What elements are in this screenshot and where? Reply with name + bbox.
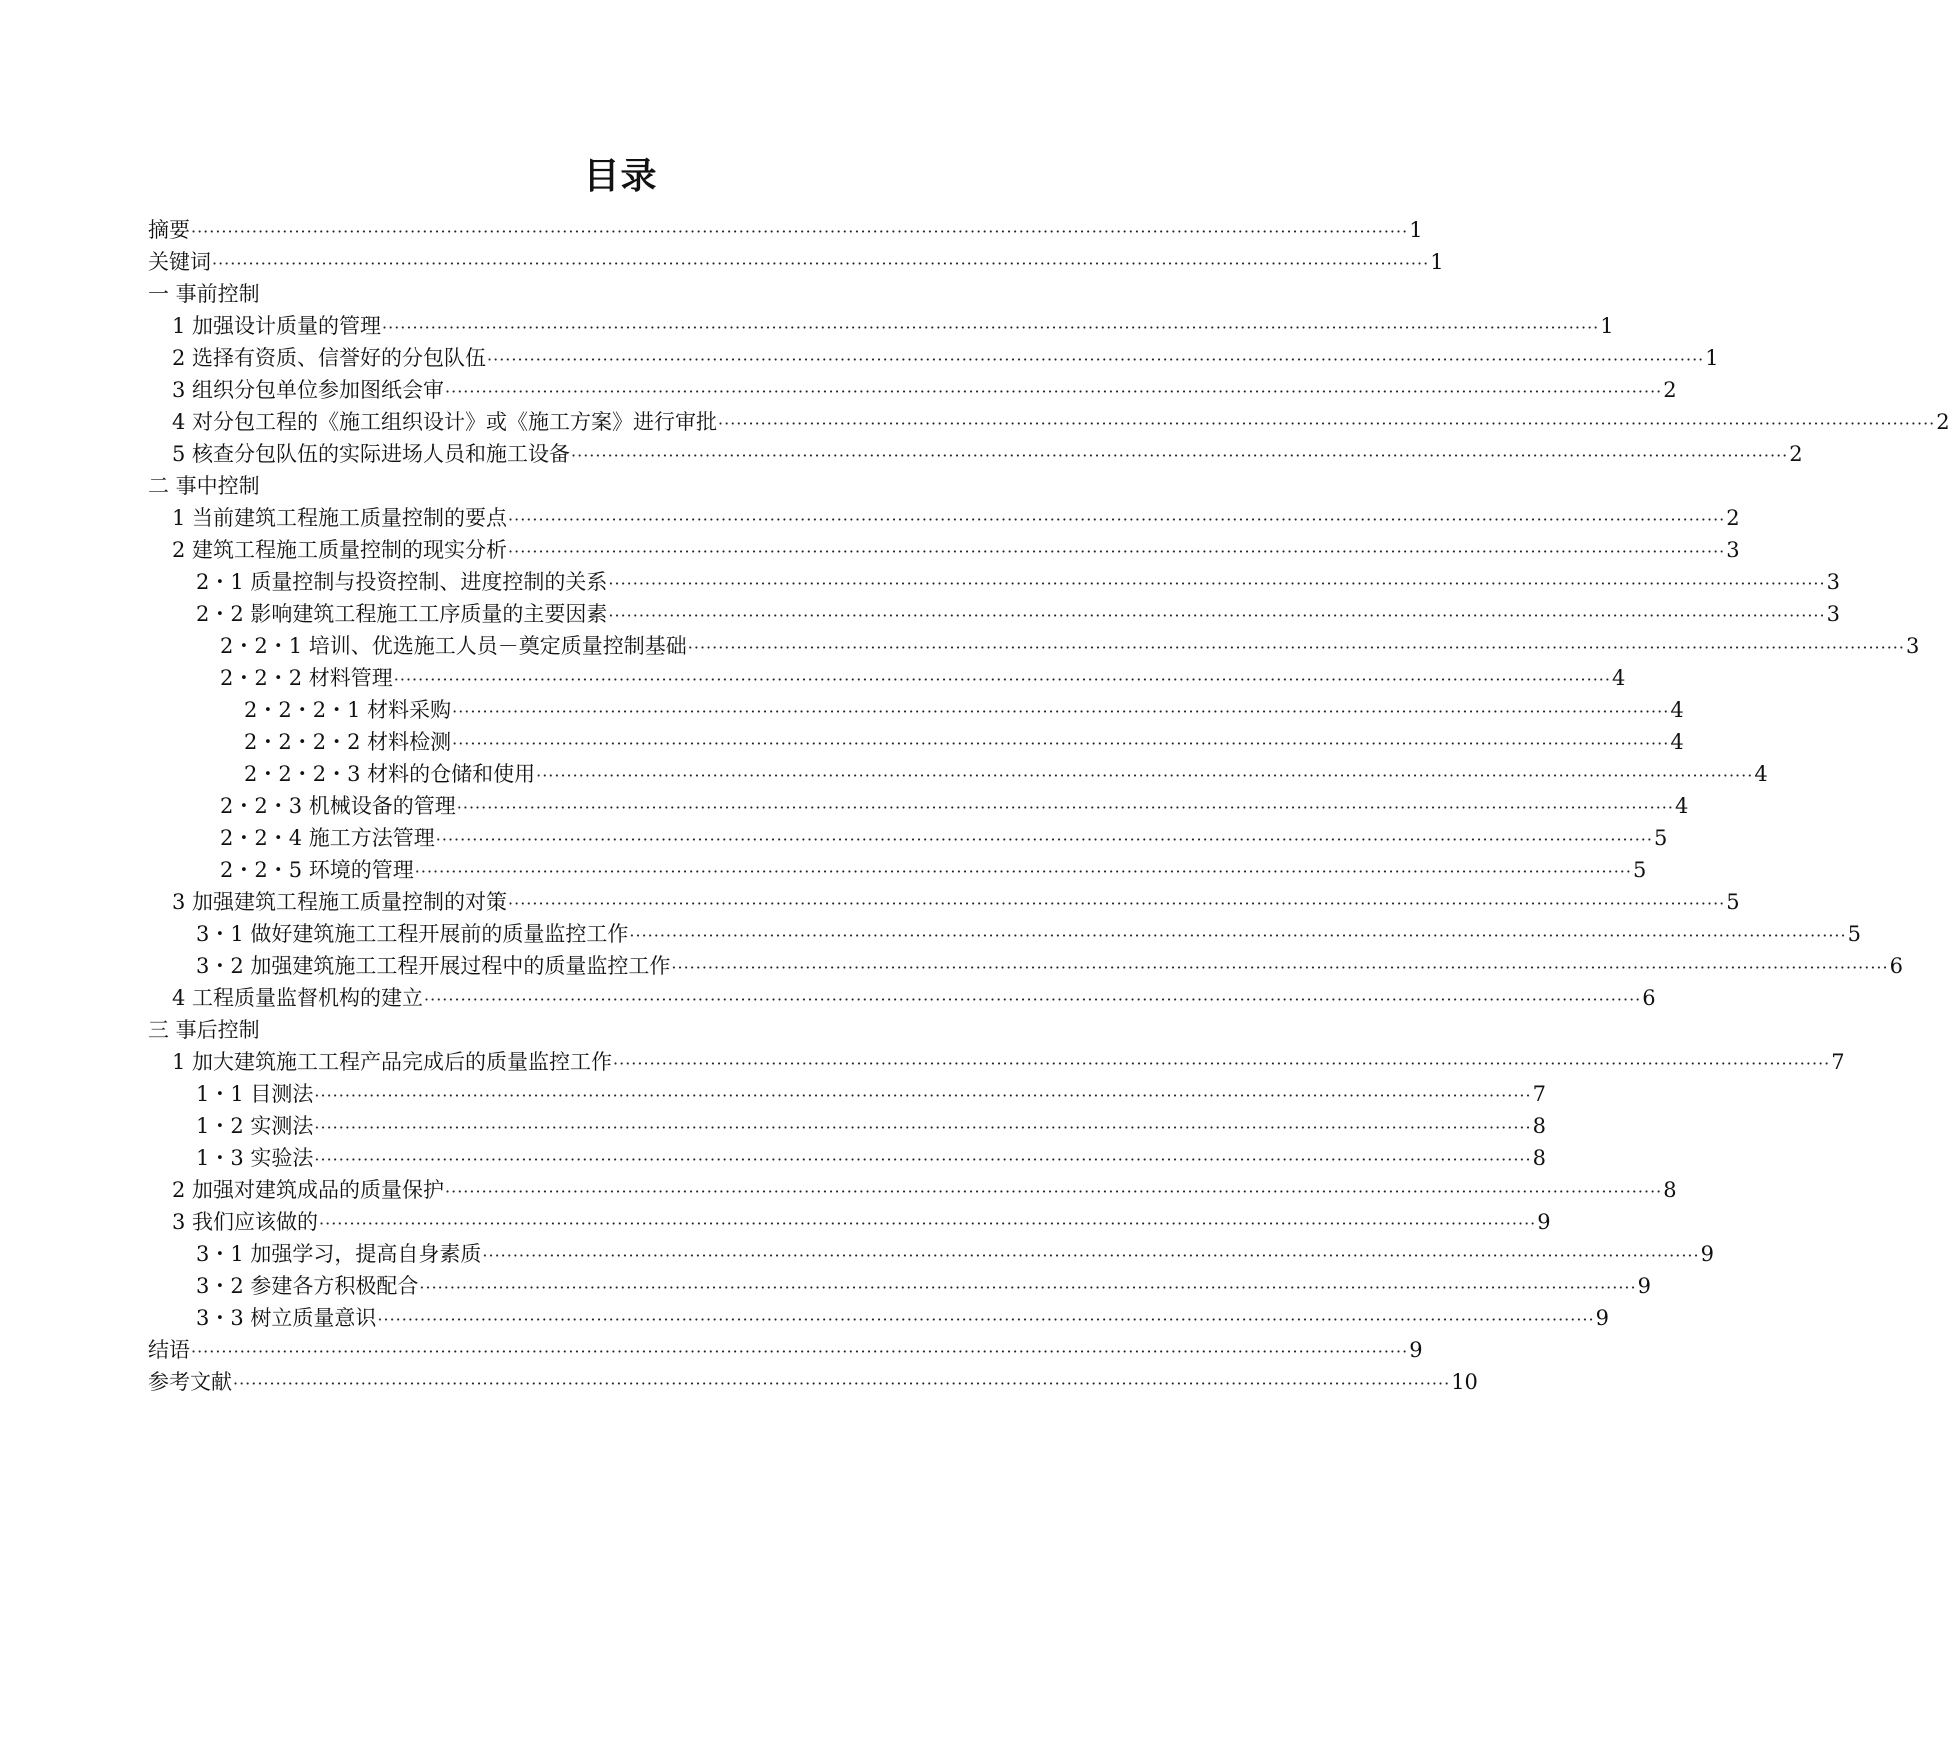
toc-entry-page: 2 bbox=[1936, 410, 1950, 434]
toc-entry-label: 4 工程质量监督机构的建立 bbox=[172, 986, 424, 1010]
toc-entry-page: 9 bbox=[1700, 1242, 1714, 1266]
toc-leader-dots: ········································································································································································································ bbox=[377, 1310, 1595, 1329]
toc-title: 目录 bbox=[583, 156, 658, 197]
toc-entry-page: 5 bbox=[1847, 922, 1861, 946]
toc-leader-dots: ········································································································································································································ bbox=[452, 702, 1670, 721]
toc-entry-page: 3 bbox=[1826, 570, 1840, 594]
toc-entry-label: 5 核查分包队伍的实际进场人员和施工设备 bbox=[172, 442, 571, 466]
toc-entry[interactable] bbox=[220, 630, 1920, 662]
toc-entry-label: 二 事中控制 bbox=[148, 474, 260, 498]
toc-entry[interactable] bbox=[172, 438, 1803, 470]
toc-entry-page: 2 bbox=[1663, 378, 1677, 402]
toc-entry[interactable] bbox=[196, 1238, 1714, 1270]
toc-leader-dots: ········································································································································································································ bbox=[456, 798, 1674, 817]
toc-entry-page: 8 bbox=[1532, 1114, 1546, 1138]
toc-entry-label: 1 加强设计质量的管理 bbox=[172, 314, 382, 338]
toc-leader-dots: ········································································································································································································ bbox=[233, 1374, 1451, 1393]
toc-entry-page: 1 bbox=[1705, 346, 1719, 370]
toc-entry[interactable] bbox=[172, 886, 1740, 918]
toc-entry[interactable] bbox=[220, 662, 1626, 694]
toc-entry-label: 关键词 bbox=[148, 250, 211, 274]
toc-entry-label: 2・2・2 材料管理 bbox=[220, 666, 393, 690]
toc-entry-label: 三 事后控制 bbox=[148, 1018, 260, 1042]
toc-entry-page: 4 bbox=[1670, 698, 1684, 722]
toc-leader-dots: ········································································································································································································ bbox=[629, 926, 1847, 945]
toc-leader-dots: ········································································································································································································ bbox=[687, 638, 1905, 657]
toc-entry-page: 4 bbox=[1754, 762, 1768, 786]
toc-entry-page: 1 bbox=[1409, 218, 1423, 242]
toc-entry-label: 2・1 质量控制与投资控制、进度控制的关系 bbox=[196, 570, 608, 594]
toc-entry-label: 2・2・2・2 材料检测 bbox=[244, 730, 452, 754]
toc-entry-label: 2・2・4 施工方法管理 bbox=[220, 826, 435, 850]
toc-entry[interactable] bbox=[196, 950, 1903, 982]
toc-leader-dots: ········································································································································································································ bbox=[571, 446, 1789, 465]
toc-entry-page: 7 bbox=[1831, 1050, 1845, 1074]
toc-entry-label: 4 对分包工程的《施工组织设计》或《施工方案》进行审批 bbox=[172, 410, 718, 434]
toc-leader-dots: ········································································································································································································ bbox=[424, 990, 1642, 1009]
toc-leader-dots: ········································································································································································································ bbox=[536, 766, 1754, 785]
toc-entry-label: 参考文献 bbox=[148, 1370, 232, 1394]
toc-entry[interactable] bbox=[196, 1078, 1546, 1110]
toc-entry-label: 2・2・3 机械设备的管理 bbox=[220, 794, 456, 818]
toc-entry[interactable] bbox=[172, 1206, 1551, 1238]
toc-entry-page: 8 bbox=[1663, 1178, 1677, 1202]
toc-entry[interactable] bbox=[244, 694, 1684, 726]
toc-section-heading[interactable] bbox=[148, 470, 260, 502]
toc-entry[interactable] bbox=[172, 342, 1719, 374]
toc-entry-label: 3 我们应该做的 bbox=[172, 1210, 319, 1234]
toc-entry-page: 2 bbox=[1726, 506, 1740, 530]
toc-entry-label: 1・1 目测法 bbox=[196, 1082, 314, 1106]
toc-entry[interactable] bbox=[220, 854, 1647, 886]
toc-entry[interactable] bbox=[196, 1142, 1546, 1174]
toc-entry[interactable] bbox=[196, 1110, 1546, 1142]
toc-entry-page: 9 bbox=[1409, 1338, 1423, 1362]
toc-leader-dots: ········································································································································································································ bbox=[508, 894, 1726, 913]
toc-entry-page: 2 bbox=[1789, 442, 1803, 466]
toc-leader-dots: ········································································································································································································ bbox=[314, 1118, 1532, 1137]
toc-entry-label: 2・2・2・1 材料采购 bbox=[244, 698, 452, 722]
toc-entry-page: 7 bbox=[1532, 1082, 1546, 1106]
toc-entry-page: 1 bbox=[1430, 250, 1444, 274]
toc-entry[interactable] bbox=[196, 598, 1840, 630]
toc-entry-page: 3 bbox=[1726, 538, 1740, 562]
toc-leader-dots: ········································································································································································································ bbox=[508, 542, 1726, 561]
toc-entry[interactable] bbox=[172, 374, 1677, 406]
toc-leader-dots: ········································································································································································································ bbox=[445, 382, 1663, 401]
toc-entry[interactable] bbox=[172, 310, 1614, 342]
toc-leader-dots: ········································································································································································································ bbox=[314, 1150, 1532, 1169]
toc-entry-page: 9 bbox=[1595, 1306, 1609, 1330]
toc-entry-page: 1 bbox=[1600, 314, 1614, 338]
toc-entry[interactable] bbox=[148, 1366, 1478, 1398]
toc-leader-dots: ········································································································································································································ bbox=[508, 510, 1726, 529]
toc-entry[interactable] bbox=[172, 406, 1950, 438]
toc-entry-page: 3 bbox=[1905, 634, 1920, 658]
toc-entry-label: 2・2・5 环境的管理 bbox=[220, 858, 414, 882]
toc-leader-dots: ········································································································································································································ bbox=[191, 222, 1409, 241]
toc-entry-label: 1 当前建筑工程施工质量控制的要点 bbox=[172, 506, 508, 530]
toc-entry-label: 摘要 bbox=[148, 218, 190, 242]
toc-entry-label: 1・2 实测法 bbox=[196, 1114, 314, 1138]
toc-entry-page: 5 bbox=[1653, 826, 1668, 850]
toc-entry[interactable] bbox=[172, 534, 1740, 566]
toc-entry-label: 2・2 影响建筑工程施工工序质量的主要因素 bbox=[196, 602, 608, 626]
toc-section-heading[interactable] bbox=[148, 278, 260, 310]
toc-entry[interactable] bbox=[196, 1270, 1651, 1302]
toc-entry[interactable] bbox=[220, 822, 1668, 854]
toc-entry-label: 3・1 加强学习，提高自身素质 bbox=[196, 1242, 482, 1266]
toc-leader-dots: ········································································································································································································ bbox=[487, 350, 1705, 369]
toc-entry-label: 3 组织分包单位参加图纸会审 bbox=[172, 378, 445, 402]
toc-leader-dots: ········································································································································································································ bbox=[319, 1214, 1537, 1233]
toc-entry[interactable] bbox=[148, 214, 1423, 246]
toc-entry[interactable] bbox=[196, 918, 1861, 950]
toc-leader-dots: ········································································································································································································ bbox=[482, 1246, 1700, 1265]
toc-section-heading[interactable] bbox=[148, 1014, 260, 1046]
toc-entry-label: 3・2 参建各方积极配合 bbox=[196, 1274, 419, 1298]
toc-leader-dots: ········································································································································································································ bbox=[191, 1342, 1409, 1361]
toc-entry-page: 9 bbox=[1637, 1274, 1651, 1298]
toc-entry-page: 9 bbox=[1537, 1210, 1551, 1234]
toc-entry[interactable] bbox=[148, 1334, 1423, 1366]
toc-leader-dots: ········································································································································································································ bbox=[393, 670, 1611, 689]
toc-entry[interactable] bbox=[172, 982, 1656, 1014]
toc-entry[interactable] bbox=[244, 726, 1684, 758]
toc-entry-label: 2 选择有资质、信誉好的分包队伍 bbox=[172, 346, 487, 370]
toc-entry[interactable] bbox=[196, 566, 1840, 598]
toc-entry-label: 1 加大建筑施工工程产品完成后的质量监控工作 bbox=[172, 1050, 613, 1074]
toc-entry-label: 结语 bbox=[148, 1338, 190, 1362]
toc-entry-label: 1・3 实验法 bbox=[196, 1146, 314, 1170]
toc-entry-page: 3 bbox=[1826, 602, 1840, 626]
toc-entry-page: 6 bbox=[1889, 954, 1903, 978]
toc-entry[interactable] bbox=[172, 1174, 1677, 1206]
toc-entry-page: 4 bbox=[1611, 666, 1626, 690]
toc-entry[interactable] bbox=[196, 1302, 1609, 1334]
toc-entry[interactable] bbox=[244, 758, 1768, 790]
toc-leader-dots: ········································································································································································································ bbox=[314, 1086, 1532, 1105]
toc-entry-label: 2・2・1 培训、优选施工人员－奠定质量控制基础 bbox=[220, 634, 687, 658]
toc-leader-dots: ········································································································································································································ bbox=[671, 958, 1889, 977]
toc-entry-label: 3・3 树立质量意识 bbox=[196, 1306, 377, 1330]
toc-entry-page: 4 bbox=[1674, 794, 1689, 818]
toc-entry-page: 6 bbox=[1642, 986, 1656, 1010]
toc-entry-label: 3 加强建筑工程施工质量控制的对策 bbox=[172, 890, 508, 914]
toc-entry[interactable] bbox=[220, 790, 1689, 822]
toc-entry-label: 3・2 加强建筑施工工程开展过程中的质量监控工作 bbox=[196, 954, 671, 978]
toc-entry-page: 4 bbox=[1670, 730, 1684, 754]
toc-entry-label: 2・2・2・3 材料的仓储和使用 bbox=[244, 762, 536, 786]
toc-leader-dots: ········································································································································································································ bbox=[212, 254, 1430, 273]
toc-leader-dots: ········································································································································································································ bbox=[613, 1054, 1831, 1073]
toc-entry[interactable] bbox=[148, 246, 1444, 278]
toc-leader-dots: ········································································································································································································ bbox=[452, 734, 1670, 753]
toc-entry-page: 10 bbox=[1451, 1370, 1478, 1394]
toc-leader-dots: ········································································································································································································ bbox=[419, 1278, 1637, 1297]
toc-entry-label: 2 加强对建筑成品的质量保护 bbox=[172, 1178, 445, 1202]
toc-leader-dots: ········································································································································································································ bbox=[608, 606, 1826, 625]
toc-leader-dots: ········································································································································································································ bbox=[414, 862, 1632, 881]
toc-entry-page: 8 bbox=[1532, 1146, 1546, 1170]
toc-leader-dots: ········································································································································································································ bbox=[718, 414, 1936, 433]
toc-entry-label: 2 建筑工程施工质量控制的现实分析 bbox=[172, 538, 508, 562]
toc-entry-label: 3・1 做好建筑施工工程开展前的质量监控工作 bbox=[196, 922, 629, 946]
toc-entry-page: 5 bbox=[1726, 890, 1740, 914]
toc-entry-label: 一 事前控制 bbox=[148, 282, 260, 306]
toc-leader-dots: ········································································································································································································ bbox=[445, 1182, 1663, 1201]
toc-entry-page: 5 bbox=[1632, 858, 1647, 882]
toc-leader-dots: ········································································································································································································ bbox=[608, 574, 1826, 593]
toc-entry[interactable] bbox=[172, 502, 1740, 534]
toc-entry[interactable] bbox=[172, 1046, 1845, 1078]
toc-leader-dots: ········································································································································································································ bbox=[435, 830, 1653, 849]
toc-leader-dots: ········································································································································································································ bbox=[382, 318, 1600, 337]
